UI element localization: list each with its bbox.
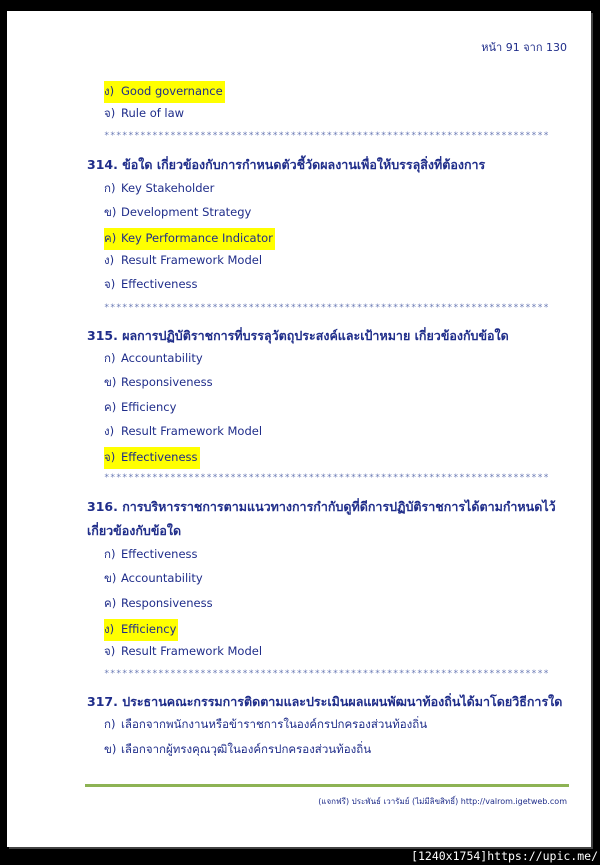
option-text: Efficiency: [121, 400, 177, 414]
option-marker: ง): [104, 84, 115, 98]
answer-option: [104, 716, 427, 734]
option-text: Accountability: [121, 351, 203, 365]
answer-option-highlighted: [104, 447, 200, 469]
option-text: Good governance: [121, 84, 223, 98]
page-number: หน้า 91 จาก 130: [481, 41, 567, 54]
option-text: Responsiveness: [121, 375, 213, 389]
footer-credit: (แจกฟรี) ประพันธ์ เวารัมย์ (ไม่มีลิขสิทธิ์) http://valrom.igetweb.com: [318, 797, 567, 806]
option-marker: ข): [104, 375, 117, 389]
option-marker: ง): [104, 622, 115, 636]
answer-option: [104, 643, 262, 661]
answer-option-highlighted: [104, 619, 178, 641]
answer-option: [104, 570, 203, 588]
option-marker: ง): [104, 253, 115, 267]
answer-option: [104, 374, 213, 392]
answer-option: [104, 252, 262, 270]
option-marker: จ): [104, 106, 116, 120]
option-text: เลือกจากผู้ทรงคุณวุฒิในองค์กรปกครองส่วนท้องถิ่น: [121, 742, 372, 756]
question-heading: 316. การบริหารราชการตามแนวทางการกำกับดูที่ดีการปฏิบัติราชการได้ตามกำหนดไว้: [87, 499, 556, 514]
option-marker: ก): [104, 181, 116, 195]
answer-option: [104, 105, 184, 123]
answer-option: [104, 741, 371, 759]
option-marker: ก): [104, 717, 116, 731]
option-text: Effectiveness: [121, 277, 198, 291]
option-marker: ค): [104, 596, 117, 610]
option-text: Responsiveness: [121, 596, 213, 610]
option-marker: ก): [104, 351, 116, 365]
separator-stars: **************************************************************************: [104, 669, 550, 679]
option-text: Key Stakeholder: [121, 181, 215, 195]
separator-stars: **************************************************************************: [104, 473, 550, 483]
option-text: Development Strategy: [121, 205, 252, 219]
answer-option: [104, 204, 251, 222]
option-text: Efficiency: [121, 622, 177, 636]
question-heading-continued: เกี่ยวข้องกับข้อใด: [87, 523, 182, 538]
question-heading: 314. ข้อใด เกี่ยวข้องกับการกำหนดตัวชี้วัดผลงานเพื่อให้บรรลุสิ่งที่ต้องการ: [87, 157, 486, 172]
question-heading: 317. ประธานคณะกรรมการติดตามและประเมินผลแผนพัฒนาท้องถิ่นได้มาโดยวิธีการใด: [87, 694, 563, 709]
option-marker: จ): [104, 644, 116, 658]
separator-stars: **************************************************************************: [104, 131, 550, 141]
option-text: Accountability: [121, 571, 203, 585]
answer-option-highlighted: [104, 81, 225, 103]
answer-option: [104, 350, 203, 368]
option-marker: ก): [104, 547, 116, 561]
option-marker: จ): [104, 450, 116, 464]
option-text: Effectiveness: [121, 547, 198, 561]
option-marker: ค): [104, 400, 117, 414]
option-marker: ค): [104, 231, 117, 245]
option-marker: จ): [104, 277, 116, 291]
answer-option: [104, 546, 198, 564]
answer-option: [104, 180, 214, 198]
answer-option: [104, 423, 262, 441]
option-marker: ข): [104, 205, 117, 219]
option-text: Effectiveness: [121, 450, 198, 464]
answer-option-highlighted: [104, 228, 275, 250]
answer-option: [104, 276, 198, 294]
footer-rule: [85, 784, 569, 787]
option-text: Key Performance Indicator: [121, 231, 273, 245]
option-text: Result Framework Model: [121, 424, 263, 438]
separator-stars: **************************************************************************: [104, 303, 550, 313]
option-marker: ง): [104, 424, 115, 438]
answer-option: [104, 595, 213, 613]
option-marker: ข): [104, 571, 117, 585]
option-text: เลือกจากพนักงานหรือข้าราชการในองค์กรปกครองส่วนท้องถิ่น: [121, 717, 428, 731]
document-page: [7, 11, 591, 847]
option-text: Result Framework Model: [121, 644, 263, 658]
option-marker: ข): [104, 742, 117, 756]
option-text: Rule of law: [121, 106, 185, 120]
question-heading: 315. ผลการปฏิบัติราชการที่บรรลุวัตถุประสงค์และเป้าหมาย เกี่ยวข้องกับข้อใด: [87, 328, 509, 343]
image-host-watermark: [1240x1754]https://upic.me/: [411, 849, 598, 863]
answer-option: [104, 399, 176, 417]
option-text: Result Framework Model: [121, 253, 263, 267]
